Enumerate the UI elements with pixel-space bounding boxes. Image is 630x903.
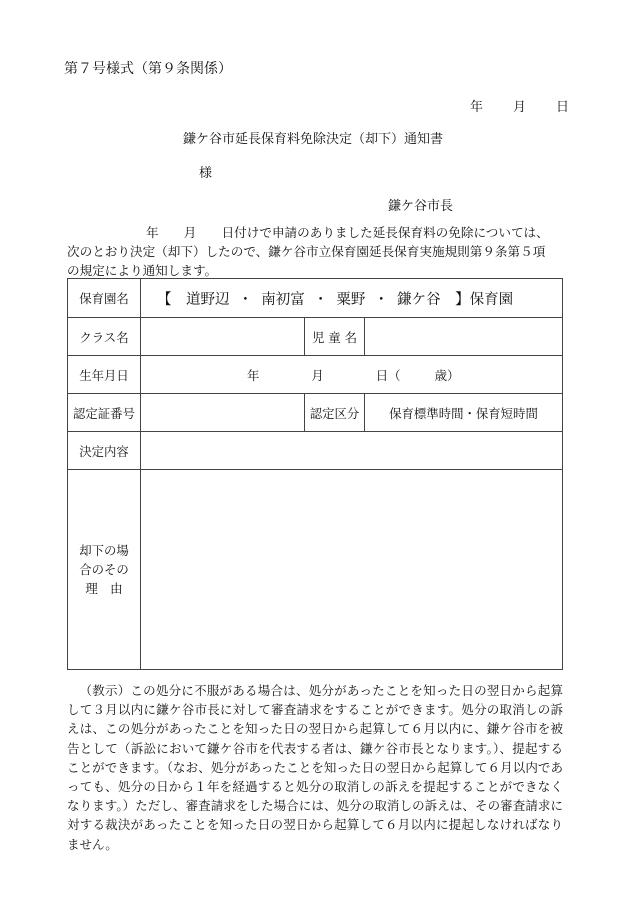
date-year: 年: [470, 100, 484, 115]
class-value[interactable]: [141, 318, 305, 356]
dob-day: 日（: [375, 367, 401, 383]
reason-label-line-3: 理 由: [85, 581, 123, 596]
certificate-number-label: 認定証番号: [68, 394, 141, 432]
date-day: 日: [556, 100, 570, 115]
intro-line-1: 年 月 日付けで申請のありました延長保育料の免除については、: [146, 225, 549, 240]
reason-label-line-1: 却下の場: [79, 543, 129, 558]
reason-label: [68, 470, 141, 670]
child-name-label: 児 童 名: [305, 318, 365, 356]
appeal-notice: [67, 681, 563, 854]
reason-row: [68, 470, 563, 670]
nursery-value: 【 道野辺 ・ 南初富 ・ 粟野 ・ 鎌ケ谷 】保育園: [141, 279, 563, 318]
nursery-label: 保育園名: [68, 279, 141, 318]
decision-label: 決定内容: [68, 432, 141, 470]
certificate-number-value[interactable]: [141, 394, 305, 432]
intro-line-3: の規定により通知します。: [67, 263, 218, 278]
form-number: 第７号様式（第９条関係）: [64, 61, 232, 77]
issuer: 鎌ケ谷市長: [388, 199, 454, 214]
certificate-type-label: 認定区分: [305, 394, 365, 432]
intro-line-2: 次のとおり決定（却下）したので、鎌ケ谷市立保育園延長保育実施規則第９条第５項: [67, 244, 546, 259]
dob-year: 年: [247, 367, 260, 383]
decision-form-table: [67, 278, 563, 670]
addressee-suffix: 様: [199, 166, 213, 181]
decision-row: [68, 432, 563, 470]
certificate-row: [68, 394, 563, 432]
nursery-row: [68, 279, 563, 318]
dob-month: 月: [311, 367, 324, 383]
class-label: クラス名: [68, 318, 141, 356]
date-line: [470, 96, 569, 115]
appeal-notice-text: （教示）この処分に不服がある場合は、処分があったことを知った日の翌日から起算して３月以内に鎌ケ谷市長に対して審査請求をすることができます。処分の取消しの訴えは、この処分があったことを知った日の翌日から起算して６月以内に、鎌ケ谷市を被告として（訴訟において鎌ケ谷市を代表する者は、鎌ケ谷市長となります。）、提起することができます。（なお、処分があったことを知った日の翌日から起算して６月以内であっても、処分の日から１年を経過すると処分の取消しの訴えを提起することができなくなります。）ただし、審査請求をした場合には、処分の取消しの訴えは、その審査請求に対する裁決があったことを知った日の翌日から起算して６月以内に提起しなければなりません。: [67, 683, 563, 852]
date-month: 月: [513, 100, 527, 115]
reason-value[interactable]: [141, 470, 563, 670]
decision-value[interactable]: [141, 432, 563, 470]
dob-age: 歳）: [434, 367, 460, 383]
dob-label: 生年月日: [68, 356, 141, 394]
certificate-type-value: 保育標準時間・保育短時間: [365, 394, 563, 432]
reason-label-line-2: 合のその: [79, 562, 129, 577]
intro-text: [67, 223, 563, 280]
dob-value[interactable]: [141, 356, 563, 394]
document-title: 鎌ケ谷市延長保育料免除決定（却下）通知書: [183, 132, 444, 147]
dob-row: [68, 356, 563, 394]
class-row: [68, 318, 563, 356]
child-name-value[interactable]: [365, 318, 563, 356]
